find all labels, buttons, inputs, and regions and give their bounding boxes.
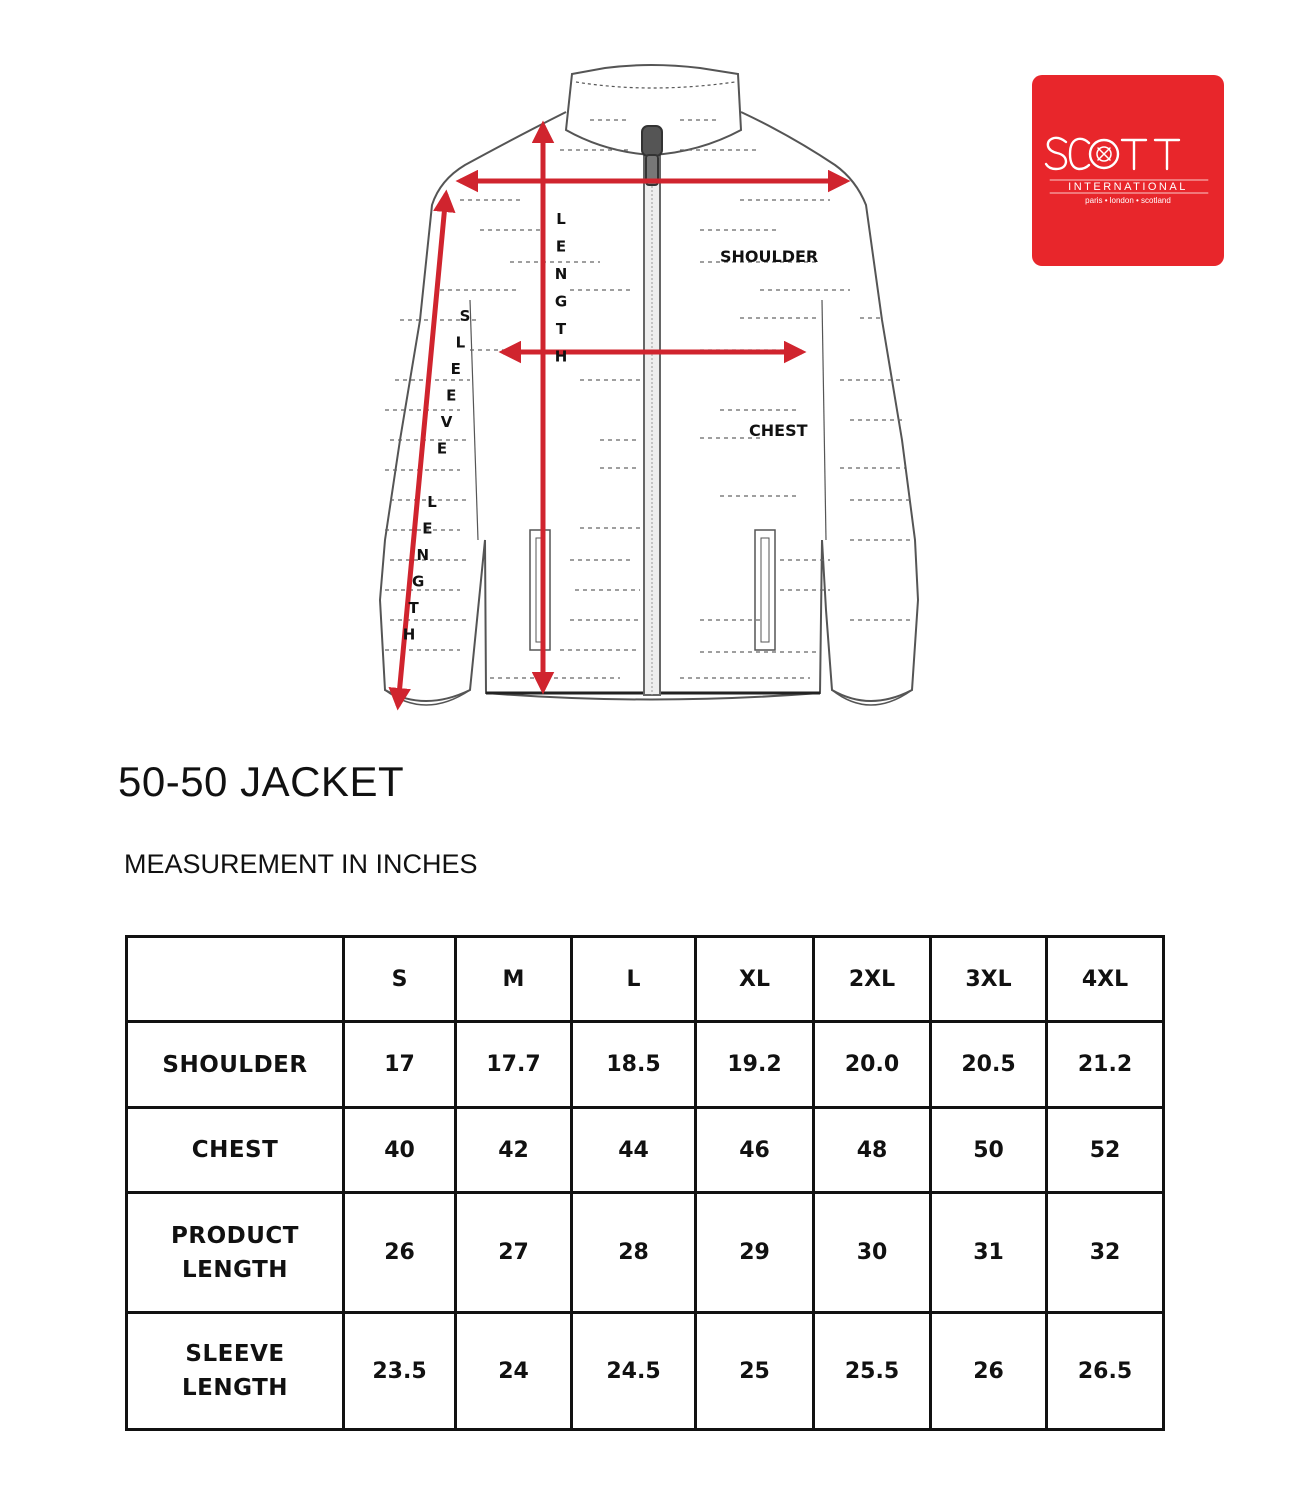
measurement-label-line: PRODUCT [171, 1222, 299, 1249]
measurement-value-cell: 26 [931, 1313, 1047, 1430]
size-header-cell: M [456, 937, 572, 1022]
sleeve-letter: E [436, 439, 448, 458]
measurement-value-cell: 25 [696, 1313, 814, 1430]
sleeve-letter: S [459, 307, 471, 325]
measurement-value-cell: 23.5 [344, 1313, 456, 1430]
measurement-value-cell: 30 [814, 1193, 931, 1313]
measurement-value-cell: 42 [456, 1108, 572, 1193]
length-letter: L [556, 210, 566, 228]
measurement-value-cell: 18.5 [572, 1022, 696, 1108]
measurement-value-cell: 50 [931, 1108, 1047, 1193]
sleeve-length-letter: G [412, 572, 425, 591]
sleeve-length-letter: L [427, 493, 437, 511]
sleeve-length-letter: N [416, 546, 430, 564]
sleeve-length-letter: E [422, 519, 433, 538]
size-header-cell: S [344, 937, 456, 1022]
length-label [555, 210, 568, 366]
shoulder-label: SHOULDER [720, 247, 819, 266]
chest-label: CHEST [749, 421, 808, 440]
sleeve-letter: L [455, 333, 466, 352]
measurement-label-cell [127, 1313, 344, 1430]
jacket-outline-icon [380, 65, 918, 705]
table-row [127, 1313, 1164, 1430]
sleeve-length-letter: H [402, 625, 416, 644]
table-row [127, 1022, 1164, 1108]
measurement-value-cell: 29 [696, 1193, 814, 1313]
measurement-value-cell: 28 [572, 1193, 696, 1313]
size-header-cell: 3XL [931, 937, 1047, 1022]
measurement-label-cell [127, 1193, 344, 1313]
measurement-label-line: SHOULDER [162, 1051, 308, 1078]
scott-logo-icon [1032, 75, 1224, 266]
table-corner-cell [127, 937, 344, 1022]
measurement-value-cell: 27 [456, 1193, 572, 1313]
measurement-value-cell: 17 [344, 1022, 456, 1108]
measurement-label-line: CHEST [191, 1137, 279, 1163]
measurement-value-cell: 44 [572, 1108, 696, 1193]
measurement-value-cell: 20.5 [931, 1022, 1047, 1108]
measurement-unit-note: MEASUREMENT IN INCHES [124, 849, 478, 879]
table-row [127, 1108, 1164, 1193]
measurement-value-cell: 46 [696, 1108, 814, 1193]
measurement-value-cell: 17.7 [456, 1022, 572, 1108]
length-letter: H [554, 347, 568, 366]
measurement-arrows [398, 125, 846, 706]
measurement-value-cell: 20.0 [814, 1022, 931, 1108]
sleeve-letter: E [446, 386, 457, 405]
measurement-value-cell: 26.5 [1047, 1313, 1164, 1430]
measurement-value-cell: 24 [456, 1313, 572, 1430]
size-chart-table [125, 935, 1165, 1431]
measurement-value-cell: 32 [1047, 1193, 1164, 1313]
measurement-value-cell: 40 [344, 1108, 456, 1193]
logo-subtitle: INTERNATIONAL [1068, 181, 1188, 193]
length-letter: G [554, 292, 568, 311]
size-header-cell: 4XL [1047, 937, 1164, 1022]
logo-tagline: paris • london • scotland [1085, 196, 1171, 205]
measurement-label-line: LENGTH [181, 1375, 289, 1401]
measurement-value-cell: 48 [814, 1108, 931, 1193]
measurement-value-cell: 31 [931, 1193, 1047, 1313]
measurement-value-cell: 24.5 [572, 1313, 696, 1430]
size-header-cell: XL [696, 937, 814, 1022]
measurement-label-line: SLEEVE [185, 1341, 285, 1367]
sleeve-letter: V [440, 413, 453, 431]
measurement-label-cell [127, 1108, 344, 1193]
measurement-value-cell: 52 [1047, 1108, 1164, 1193]
sleeve-letter: E [450, 360, 461, 378]
measurement-value-cell: 19.2 [696, 1022, 814, 1108]
measurement-label-line: LENGTH [181, 1256, 289, 1283]
table-row [127, 1193, 1164, 1313]
measurement-value-cell: 25.5 [814, 1313, 931, 1430]
sleeve-length-letter: T [408, 599, 419, 617]
length-letter: N [554, 265, 568, 283]
brand-logo [1032, 75, 1224, 266]
measurement-value-cell: 26 [344, 1193, 456, 1313]
length-letter: T [555, 320, 567, 338]
table-header-row [127, 937, 1164, 1022]
measurement-value-cell: 21.2 [1047, 1022, 1164, 1108]
size-header-cell: 2XL [814, 937, 931, 1022]
size-header-cell: L [572, 937, 696, 1022]
measurement-label-cell [127, 1022, 344, 1108]
product-title: 50-50 JACKET [118, 758, 405, 805]
length-letter: E [555, 237, 567, 256]
